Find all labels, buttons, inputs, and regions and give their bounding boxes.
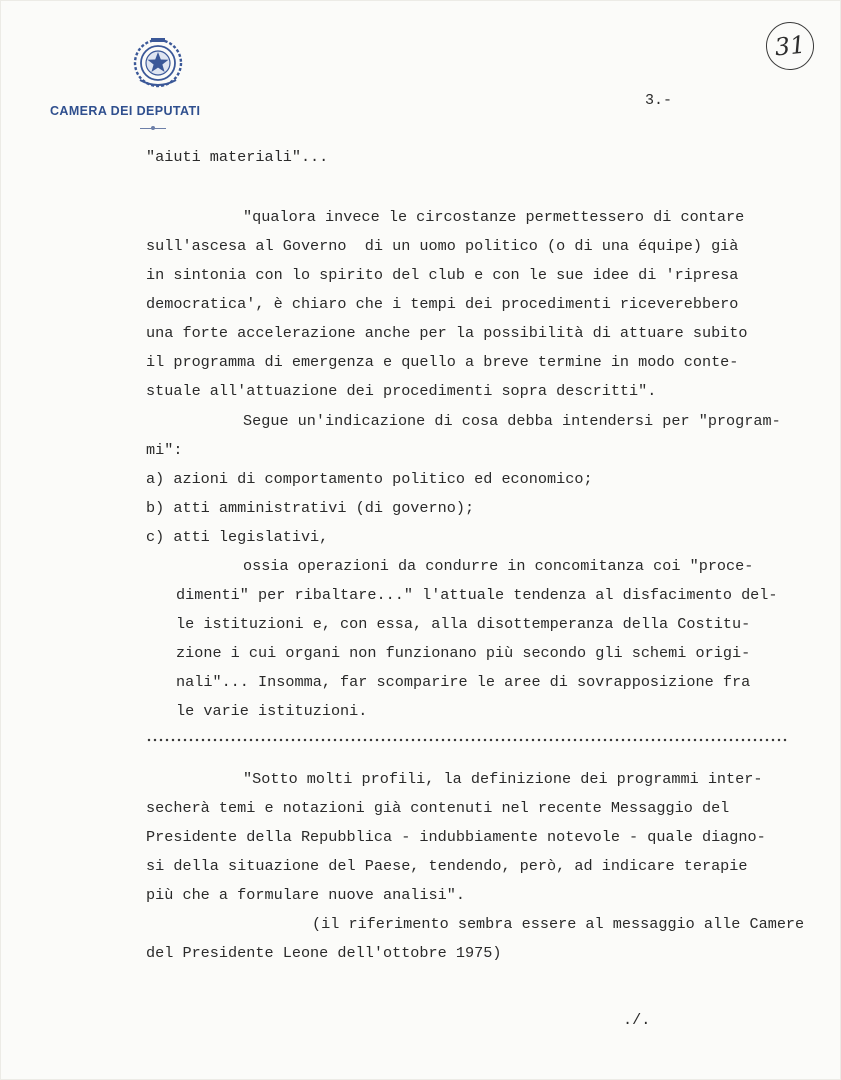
text-line: le varie istituzioni. [176, 702, 368, 720]
institution-rule [140, 128, 166, 129]
text-line: democratica', è chiaro che i tempi dei procedimenti riceverebbero [146, 295, 739, 313]
list-item: a) azioni di comportamento politico ed economico; [146, 470, 593, 488]
text-line: secherà temi e notazioni già contenuti nel recente Messaggio del [146, 799, 730, 817]
text-line: del Presidente Leone dell'ottobre 1975) [146, 944, 502, 962]
page-number: 3.- [645, 92, 673, 109]
continued-mark: ./. [623, 1011, 651, 1029]
folio-number: 31 [764, 20, 817, 73]
text-line: dimenti" per ribaltare..." l'attuale tendenza al disfacimento del- [176, 586, 778, 604]
text-line: il programma di emergenza e quello a breve termine in modo conte- [146, 353, 739, 371]
list-item: b) atti amministrativi (di governo); [146, 499, 475, 517]
text-line: mi": [146, 441, 183, 459]
text-line: Presidente della Repubblica - indubbiamente notevole - quale diagno- [146, 828, 766, 846]
text-line: (il riferimento sembra essere al messaggio alle Camere [312, 915, 805, 933]
italian-republic-emblem-icon [130, 34, 186, 90]
text-line: le istituzioni e, con essa, alla disottemperanza della Costitu- [176, 615, 751, 633]
text-line: stuale all'attuazione dei procedimenti sopra descritti". [146, 382, 657, 400]
list-item: c) atti legislativi, [146, 528, 329, 546]
text-line: una forte accelerazione anche per la possibilità di attuare subito [146, 324, 748, 342]
text-line: in sintonia con lo spirito del club e con le sue idee di 'ripresa [146, 266, 739, 284]
text-line: "qualora invece le circostanze permettessero di contare [243, 208, 745, 226]
text-line: sull'ascesa al Governo di un uomo politico (o di una équipe) già [146, 237, 739, 255]
institution-name: CAMERA DEI DEPUTATI [50, 104, 201, 118]
text-line: zione i cui organi non funzionano più secondo gli schemi origi- [176, 644, 751, 662]
text-line: "Sotto molti profili, la definizione dei programmi inter- [243, 770, 763, 788]
text-line: nali"... Insomma, far scomparire le aree di sovrapposizione fra [176, 673, 751, 691]
text-line: Segue un'indicazione di cosa debba intendersi per "program- [243, 412, 781, 430]
dotted-separator [146, 738, 788, 742]
text-line: "aiuti materiali"... [146, 148, 329, 166]
text-line: più che a formulare nuove analisi". [146, 886, 465, 904]
text-line: si della situazione del Paese, tendendo, però, ad indicare terapie [146, 857, 748, 875]
text-line: ossia operazioni da condurre in concomitanza coi "proce- [243, 557, 754, 575]
